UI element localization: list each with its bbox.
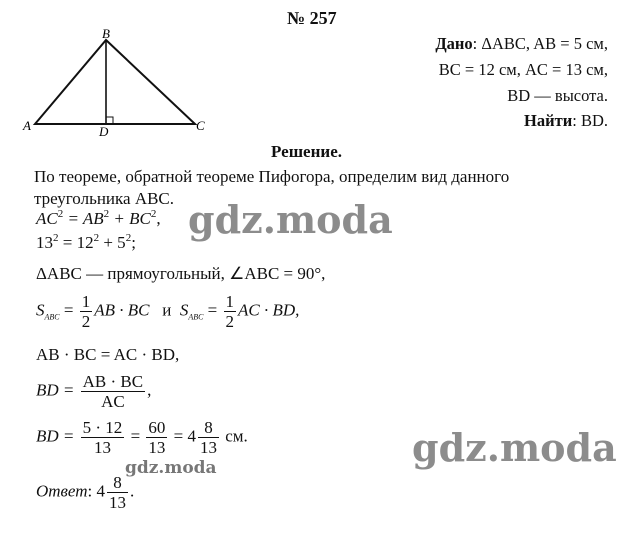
right-angle-mark: [106, 117, 113, 124]
given-line-1: [435, 34, 608, 54]
vertex-a-label: A: [23, 118, 31, 133]
solution-heading: Решение.: [271, 142, 342, 161]
triangle-abc: [35, 40, 195, 124]
equation-pythagoras: $AC^2 = AB^2 + BC^2$,: [36, 208, 161, 228]
vertex-c-label: C: [196, 118, 205, 133]
watermark-small: gdz.moda: [125, 458, 217, 478]
find-line: [524, 111, 608, 131]
watermark-top: gdz.moda: [188, 197, 393, 242]
triangle-figure: [20, 20, 220, 142]
given-label: Дано: [435, 34, 473, 53]
given-line-1-text: : ΔABC, AB = 5 см,: [472, 34, 608, 53]
fraction-half: $\frac{1}{2}$: [81, 292, 91, 331]
answer-label: Ответ: [36, 481, 88, 501]
equation-numeric: $13^2 = 12^2 + 5^2$;: [36, 232, 136, 252]
bd-calculation: BD = $\frac{5 \cdot 12}{13}$ = $\frac{60}{13}$ = 4 $\frac{8}{13}$ см.: [36, 418, 248, 457]
find-text: : BD.: [572, 111, 608, 130]
fraction-half-2: $\frac{1}{2}$: [225, 292, 235, 331]
problem-number: № 257: [287, 8, 337, 28]
find-label: Найти: [524, 111, 573, 130]
foot-d-label: D: [99, 124, 109, 139]
right-triangle-statement: ΔABC — прямоугольный, ∠ABC = 90°,: [36, 264, 326, 283]
watermark-bottom-right: gdz.moda: [412, 425, 617, 470]
equation-products: AB · BC = AC · BD,: [36, 345, 180, 364]
answer-line: Ответ: 4 $\frac{8}{13}$ .: [36, 473, 135, 512]
intro-paragraph: По теореме, обратной теореме Пифогора, определим вид данного треугольника ABC.: [34, 167, 510, 208]
bd-formula: BD = $\frac{AB \cdot BC}{AC}$ ,: [36, 372, 152, 411]
area-formulas: $S_{ABC}$ = $\frac{1}{2}$ AB · BC и $S_{ABC}$ = $\frac{1}{2}$ AC · BD,: [36, 292, 300, 331]
given-line-2: BC = 12 см, AC = 13 см,: [438, 60, 608, 79]
given-line-3: BD — высота.: [507, 86, 608, 105]
vertex-b-label: B: [102, 26, 110, 41]
